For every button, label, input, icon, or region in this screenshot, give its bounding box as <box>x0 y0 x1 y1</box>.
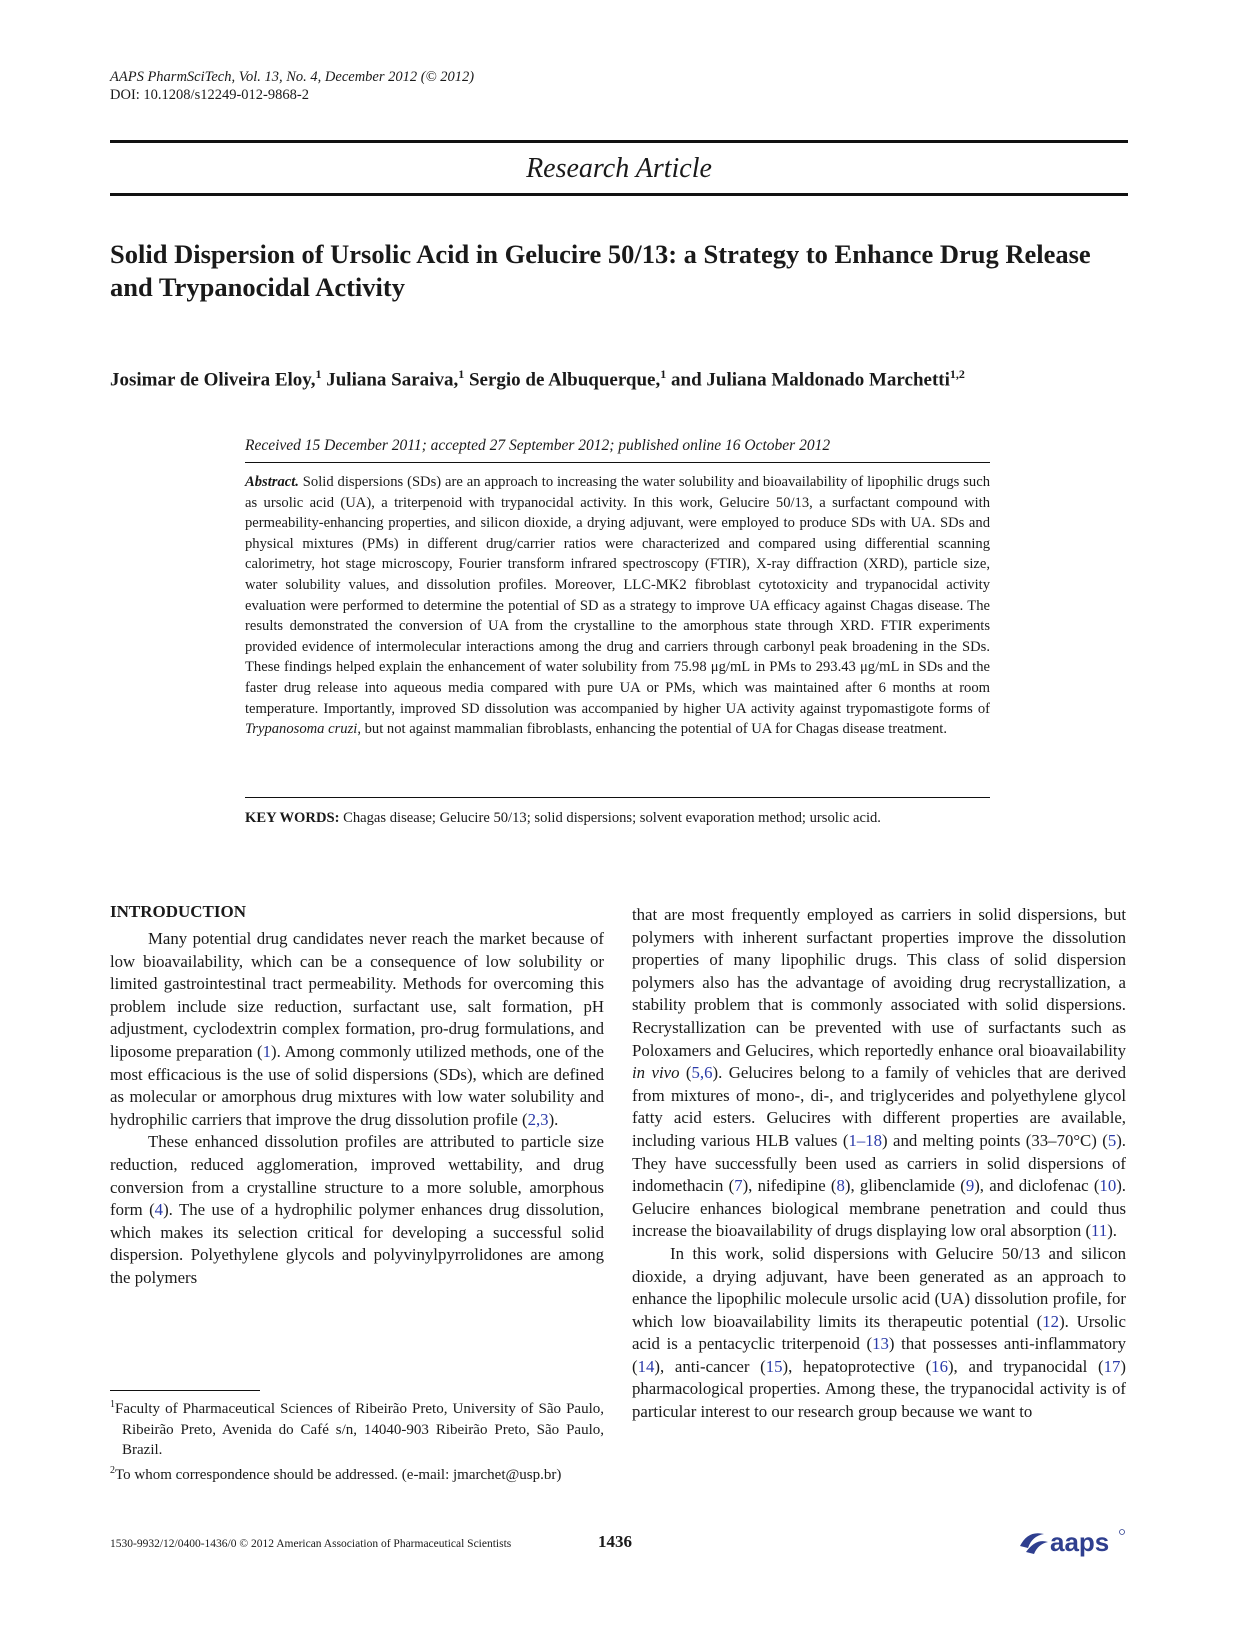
paragraph-text: ). Ursolic acid is a pentacyclic triterpenoid ( <box>632 1311 1126 1354</box>
citation-link[interactable]: 16 <box>931 1356 948 1376</box>
paragraph-text: ), and diclofenac ( <box>974 1176 1100 1196</box>
abstract-text: Solid dispersions (SDs) are an approach to increasing the water solubility and bioavailability of lipophilic drugs such as ursolic acid (UA), a triterpenoid with trypanocidal activity. In this work, Gelucire 50/13, a surfactant compound with permeability-enhancing properties, and silicon dioxide, a drying adjuvant, were employed to produce SDs with UA. SDs and physical mixtures (PMs) in different drug/carrier ratios were characterized and compared using differential scanning calorimetry, hot stage microscopy, Fourier transform infrared spectroscopy (FTIR), X-ray diffraction (XRD), particle size, water solubility values, and dissolution profiles. Moreover, LLC-MK2 fibroblast cytotoxicity and trypanocidal activity evaluation were performed to determine the potential of SD as a strategy to improve UA efficacy against Chagas disease. The results demonstrated the conversion of UA from the crystalline to the amorphous state through XRD. FTIR experiments provided evidence of intermolecular interactions among the drug and carriers through carbonyl peak broadening in the SDs. These findings helped explain the enhancement of water solubility from 75.98 μg/mL in PMs to 293.43 μg/mL in SDs and the faster drug release into aqueous media compared with pure UA or PMs, which was maintained after 6 months at room temperature. Importantly, improved SD dissolution was accompanied by higher UA activity against trypomastigote forms of <box>245 474 990 717</box>
header-rule-top <box>110 140 1128 143</box>
author-name: Sergio de Albuquerque, <box>464 369 661 391</box>
citation-link[interactable]: 4 <box>154 1200 164 1220</box>
abstract-rule <box>245 462 990 463</box>
aaps-wordmark: aaps <box>1050 1527 1110 1557</box>
paragraph-text: ). <box>548 1109 559 1129</box>
citation-link[interactable]: 8 <box>836 1176 845 1196</box>
abstract-label: Abstract. <box>245 474 299 490</box>
paragraph-text: ) pharmacological properties. Among these, the trypanocidal activity is of particular interest to our research group because we want to <box>632 1356 1126 1422</box>
paragraph <box>632 904 1126 1243</box>
paragraph-text: ), glibenclamide ( <box>844 1176 966 1196</box>
keywords-text: Chagas disease; Gelucire 50/13; solid dispersions; solvent evaporation method; ursolic acid. <box>339 810 881 826</box>
footnote <box>110 1461 604 1486</box>
citation-link[interactable]: 7 <box>734 1176 743 1196</box>
citation-link[interactable]: 17 <box>1103 1356 1121 1376</box>
right-column <box>632 904 1126 1424</box>
paragraph-text: that are most frequently employed as carriers in solid dispersions, but polymers with inherent surfactant properties improve the dissolution properties of many lipophilic drugs. This class of solid dispersion polymers also has the advantage of avoiding drug recrystallization, a stability problem that is commonly associated with solid dispersions. Recrystallization can be prevented with use of surfactants such as Poloxamers and Gelucires, which reportedly enhance oral bioavailability <box>632 905 1126 1060</box>
paragraph <box>632 1243 1126 1424</box>
author-list <box>110 362 1128 392</box>
author-name: Juliana Saraiva, <box>321 369 459 391</box>
paragraph-text: ), and trypanocidal ( <box>947 1356 1104 1376</box>
paragraph-text: Many potential drug candidates never reach the market because of low bioavailability, which can be a consequence of low solubility or limited gastrointestinal tract permeability. Methods for overcoming this problem include size reduction, surfactant use, salt formation, pH adjustment, cyclodextrin complex formation, pro-drug formulations, and liposome preparation ( <box>110 929 604 1061</box>
footnote-text: Faculty of Pharmaceutical Sciences of Ribeirão Preto, University of São Paulo, Ribeirão Preto, Avenida do Café s/n, 14040-903 Ribeirão Preto, São Paulo, Brazil. <box>115 1401 604 1458</box>
paragraph-text: ). Gelucires belong to a family of vehicles that are derived from mixtures of mono-, di-, and triglycerides and polyethylene glycol fatty acid esters. Gelucires with different properties are available, including various HLB values ( <box>632 1063 1126 1150</box>
citation-link[interactable]: 10 <box>1099 1176 1117 1196</box>
citation-link[interactable]: 15 <box>765 1356 783 1376</box>
journal-header <box>110 68 474 104</box>
abstract <box>245 472 990 740</box>
paragraph-text: ). They have successfully been used as carriers in solid dispersions of indomethacin ( <box>632 1130 1127 1196</box>
article-title: Solid Dispersion of Ursolic Acid in Gelucire 50/13: a Strategy to Enhance Drug Release and Trypanocidal Activity <box>110 239 1091 302</box>
paragraph-text: ). The use of a hydrophilic polymer enhances drug dissolution, which makes its selection critical for developing a successful solid dispersion. Polyethylene glycols and polyvinylpyrrolidones are among the polymers <box>110 1200 604 1287</box>
paragraph-text: ( <box>679 1063 692 1083</box>
header-rule-bottom <box>110 193 1128 196</box>
keywords-label: KEY WORDS: <box>245 810 340 826</box>
author-affiliation: 1 <box>660 367 667 381</box>
aaps-swoosh-icon <box>1020 1533 1048 1554</box>
paragraph-text: ). Among commonly utilized methods, one of the most efficacious is the use of solid dispersions (SDs), which are defined as molecular or amorphous drug mixtures with low water solubility and hydrophilic carriers that improve the drug dissolution profile ( <box>110 1041 604 1129</box>
citation-link[interactable]: 11 <box>1091 1221 1108 1241</box>
doi: DOI: 10.1208/s12249-012-9868-2 <box>110 87 309 103</box>
citation-link[interactable]: 5,6 <box>691 1063 713 1083</box>
author-affiliation: 1 <box>315 367 322 381</box>
species-name: Trypanosoma cruzi <box>245 721 358 738</box>
footnote-text: To whom correspondence should be addressed. (e-mail: jmarchet@usp.br) <box>115 1466 562 1483</box>
received-dates: Received 15 December 2011; accepted 27 September 2012; published online 16 October 2012 <box>245 437 831 454</box>
paragraph <box>110 1131 604 1289</box>
paragraph <box>110 928 604 1131</box>
registered-mark-icon <box>1120 1530 1125 1535</box>
keywords-rule <box>245 797 990 798</box>
page-number: 1436 <box>598 1532 632 1551</box>
section-type: Research Article <box>526 153 712 184</box>
italic-term: in vivo <box>632 1063 680 1083</box>
footnotes <box>110 1395 604 1485</box>
paragraph-text: ) and melting points (33–70°C) ( <box>882 1130 1108 1150</box>
footnote-rule <box>110 1390 260 1391</box>
author-name: Josimar de Oliveira Eloy, <box>110 369 316 391</box>
paragraph-text: These enhanced dissolution profiles are attributed to particle size reduction, reduced agglomeration, improved wettability, and drug conversion from a crystalline structure to a more soluble, amorphous form ( <box>110 1132 604 1220</box>
left-column <box>110 928 604 1290</box>
keywords <box>245 808 990 829</box>
citation-link[interactable]: 5 <box>1107 1130 1117 1150</box>
footnote-mark: 1 <box>110 1399 115 1410</box>
footnote-mark: 2 <box>110 1464 115 1476</box>
abstract-text-end: , but not against mammalian fibroblasts, enhancing the potential of UA for Chagas disease treatment. <box>357 721 947 738</box>
citation-link[interactable]: 12 <box>1042 1311 1060 1331</box>
author-affiliation: 1,2 <box>949 367 965 381</box>
paragraph-text: ) that possesses anti-inflammatory ( <box>632 1334 1127 1376</box>
section-heading-introduction: INTRODUCTION <box>110 902 247 921</box>
citation-link[interactable]: 9 <box>965 1176 975 1196</box>
paragraph-text: ), hepatoprotective ( <box>782 1356 932 1376</box>
copyright-footer: 1530-9932/12/0400-1436/0 © 2012 American Association of Pharmaceutical Scientists <box>110 1538 512 1550</box>
footnote <box>110 1395 604 1461</box>
paragraph-text: ), nifedipine ( <box>742 1176 837 1196</box>
citation-link[interactable]: 13 <box>872 1334 889 1354</box>
citation-link[interactable]: 1 <box>262 1041 272 1061</box>
paragraph-text: ). Gelucire enhances biological membrane penetration and could thus increase the bioavailability of drugs displaying low oral absorption ( <box>632 1176 1126 1241</box>
author-name: and Juliana Maldonado Marchetti <box>666 369 950 391</box>
paragraph-text: ). <box>1107 1221 1118 1241</box>
paragraph-text: In this work, solid dispersions with Gelucire 50/13 and silicon dioxide, a drying adjuvant, have been generated as an approach to enhance the lipophilic molecule ursolic acid (UA) dissolution profile, for which low bioavailability limits its therapeutic potential ( <box>632 1243 1126 1331</box>
journal-citation: AAPS PharmSciTech, Vol. 13, No. 4, December 2012 (© 2012) <box>110 69 475 85</box>
paragraph-text: ), anti-cancer ( <box>654 1356 766 1376</box>
citation-link[interactable]: 14 <box>637 1356 655 1376</box>
citation-link[interactable]: 2,3 <box>527 1109 549 1129</box>
citation-link[interactable]: 1–18 <box>848 1130 883 1150</box>
aaps-logo <box>1018 1524 1128 1558</box>
author-affiliation: 1 <box>458 367 465 381</box>
